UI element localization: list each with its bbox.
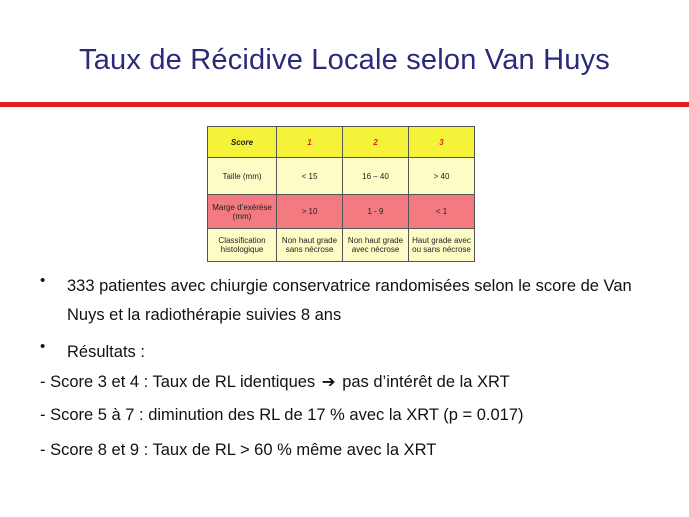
- table-cell: 16 – 40: [343, 158, 409, 195]
- slide-title: Taux de Récidive Locale selon Van Huys: [79, 44, 610, 76]
- bullet-icon: •: [40, 338, 46, 355]
- header-cell-score-2: 2: [343, 127, 409, 158]
- table-header-row: [208, 127, 475, 158]
- result-line-score-3-4: [40, 372, 680, 392]
- table-cell: > 40: [409, 158, 475, 195]
- table-row-classification: [208, 229, 475, 262]
- table-cell: Taille (mm): [208, 158, 277, 195]
- arrow-right-icon: ➔: [321, 373, 336, 391]
- bullet-text: 333 patientes avec chiurgie conservatrice randomisées selon le score de Van Nuys et la radiothérapie suivies 8 ans: [67, 277, 632, 324]
- table-cell: Non haut grade sans nécrose: [277, 229, 343, 262]
- result-line-score-5-7: - Score 5 à 7 : diminution des RL de 17 % avec la XRT (p = 0.017): [40, 406, 524, 424]
- table-row-marge: [208, 195, 475, 229]
- table-cell: Classification histologique: [208, 229, 277, 262]
- table-cell: < 15: [277, 158, 343, 195]
- result-line-score-8-9: - Score 8 et 9 : Taux de RL > 60 % même avec la XRT: [40, 441, 437, 459]
- result-text: pas d’intérêt de la XRT: [342, 373, 510, 391]
- van-nuys-score-table: [207, 126, 475, 262]
- header-cell-score-3: 3: [409, 127, 475, 158]
- table-row-taille: [208, 158, 475, 195]
- table-cell: < 1: [409, 195, 475, 229]
- result-text: - Score 3 et 4 : Taux de RL identiques: [40, 373, 316, 391]
- table-cell: > 10: [277, 195, 343, 229]
- header-cell-score-1: 1: [277, 127, 343, 158]
- table-cell: Non haut grade avec nécrose: [343, 229, 409, 262]
- table-cell: 1 - 9: [343, 195, 409, 229]
- table-cell: Marge d’exérèse (mm): [208, 195, 277, 229]
- bullet-item-resultats: [40, 338, 660, 368]
- bullet-item-patients: [40, 272, 660, 332]
- table-cell: Haut grade avec ou sans nécrose: [409, 229, 475, 262]
- bullet-icon: •: [40, 272, 46, 289]
- title-divider: [0, 102, 689, 107]
- bullet-text: Résultats :: [67, 343, 145, 361]
- header-cell-score: Score: [208, 127, 277, 158]
